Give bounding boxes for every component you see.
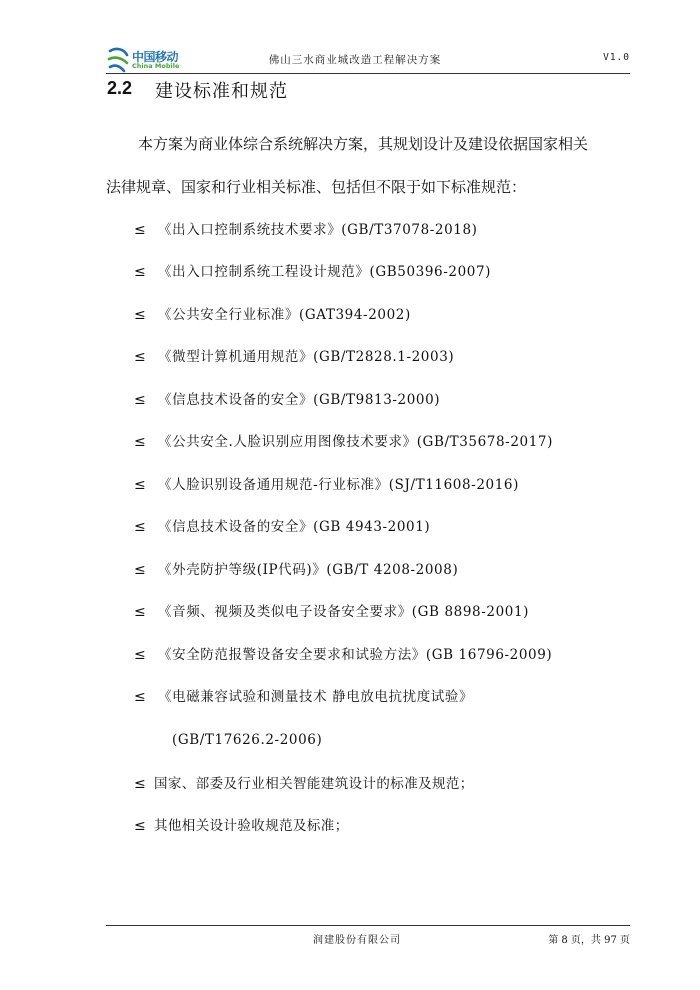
- bullet-marker: ≤: [134, 477, 146, 493]
- footer-company: 润建股份有限公司: [313, 935, 401, 946]
- china-mobile-logo-icon: [106, 47, 130, 73]
- bullet-marker: ≤: [134, 776, 146, 792]
- standard-continuation: (GB/T17626.2-2006): [172, 732, 323, 748]
- header-title: 佛山三水商业城改造工程解决方案: [268, 54, 442, 66]
- intro-line-1: 本方案为商业体综合系统解决方案，其规划设计及建设依据国家相关: [138, 135, 589, 153]
- standard-text: 《电磁兼容试验和测量技术 静电放电抗扰度试验》: [158, 689, 474, 705]
- bullet-marker: ≤: [134, 604, 146, 620]
- standard-text: 《出入口控制系统工程设计规范》(GB50396-2007): [158, 264, 492, 280]
- standard-text: 《外壳防护等级(IP代码)》(GB/T 4208-2008): [158, 562, 459, 578]
- standard-text: 《信息技术设备的安全》(GB/T9813-2000): [158, 392, 441, 408]
- standard-text: 《出入口控制系统技术要求》(GB/T37078-2018): [158, 222, 478, 238]
- section-number: 2.2: [107, 78, 133, 98]
- logo-text-en: China Mobile: [132, 62, 180, 70]
- logo-text-cn: 中国移动: [132, 50, 179, 64]
- section-title: 建设标准和规范: [155, 81, 288, 102]
- footer-page-number: 第 8 页，共 97 页: [548, 935, 630, 946]
- intro-line-2: 法律规章、国家和行业相关标准、包括但不限于如下标准规范：: [106, 178, 527, 196]
- extra-item-text: 国家、部委及行业相关智能建筑设计的标准及规范；: [154, 776, 474, 792]
- bullet-marker: ≤: [134, 519, 146, 535]
- bullet-marker: ≤: [134, 307, 146, 323]
- header-divider: [106, 73, 630, 74]
- standard-text: 《人脸识别设备通用规范-行业标准》(SJ/T11608-2016): [158, 477, 519, 493]
- standard-text: 《公共安全.人脸识别应用图像技术要求》(GB/T35678-2017): [158, 434, 553, 450]
- standard-text: 《信息技术设备的安全》(GB 4943-2001): [158, 519, 431, 535]
- standard-text: 《音频、视频及类似电子设备安全要求》(GB 8898-2001): [158, 604, 530, 620]
- bullet-marker: ≤: [134, 349, 146, 365]
- extra-item-text: 其他相关设计验收规范及标准；: [154, 818, 349, 834]
- bullet-marker: ≤: [134, 818, 146, 834]
- bullet-marker: ≤: [134, 689, 146, 705]
- china-mobile-logo: [106, 47, 202, 73]
- bullet-marker: ≤: [134, 264, 146, 280]
- standard-text: 《安全防范报警设备安全要求和试验方法》(GB 16796-2009): [158, 647, 553, 663]
- footer-divider: [106, 925, 630, 926]
- standard-text: 《公共安全行业标准》(GAT394-2002): [158, 307, 411, 323]
- bullet-marker: ≤: [134, 647, 146, 663]
- bullet-marker: ≤: [134, 392, 146, 408]
- standard-text: 《微型计算机通用规范》(GB/T2828.1-2003): [158, 349, 455, 365]
- bullet-marker: ≤: [134, 434, 146, 450]
- bullet-marker: ≤: [134, 222, 146, 238]
- bullet-marker: ≤: [134, 562, 146, 578]
- header-version: V1.0: [603, 52, 630, 63]
